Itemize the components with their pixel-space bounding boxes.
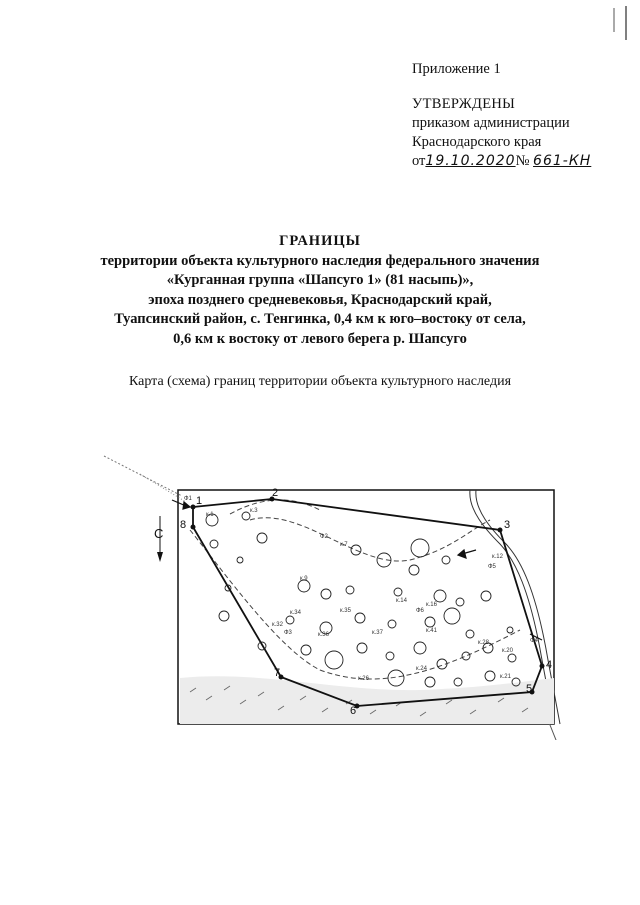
- marker-f3: Ф3: [284, 630, 292, 636]
- title-line-2: «Курганная группа «Шапсуго 1» (81 насыпь)»,: [166, 272, 474, 288]
- approval-date: 19.10.2020: [425, 153, 516, 169]
- marker-f5: Ф5: [488, 564, 496, 570]
- title-line-4: Туапсинский район, с. Тенгинка, 0,4 км к юго–востоку от села,: [114, 311, 526, 327]
- title-heading: ГРАНИЦЫ: [279, 233, 361, 249]
- svg-text:к.20: к.20: [502, 648, 513, 654]
- north-arrowhead: [157, 552, 163, 562]
- point-1-label: 1: [196, 495, 203, 507]
- approved-label: УТВЕРЖДЕНЫ: [412, 96, 516, 112]
- title-line-1: территории объекта культурного наследия федерального значения: [100, 252, 540, 269]
- north-label: С: [154, 526, 164, 541]
- svg-text:к.9: к.9: [300, 576, 308, 582]
- svg-text:к.7: к.7: [340, 542, 348, 548]
- point-2-label: 2: [272, 487, 279, 499]
- svg-text:к.1: к.1: [206, 512, 214, 518]
- approval-number: 661-КН: [533, 153, 592, 169]
- marker-f1: Ф1: [184, 496, 192, 502]
- point-4-label: 4: [546, 659, 553, 671]
- point-7-label: 7: [274, 667, 281, 679]
- svg-text:к.3: к.3: [250, 508, 258, 514]
- point-8-label: 8: [180, 519, 187, 531]
- svg-text:к.21: к.21: [500, 674, 511, 680]
- svg-text:к.32: к.32: [272, 622, 283, 628]
- point-5-label: 5: [526, 683, 533, 695]
- number-prefix: №: [515, 153, 530, 169]
- svg-text:к.35: к.35: [340, 608, 351, 614]
- point-3-label: 3: [504, 519, 511, 531]
- mound-circles: [206, 512, 520, 687]
- svg-text:к.26: к.26: [358, 676, 369, 682]
- boundary-map: [0, 420, 640, 740]
- document-title: [0, 232, 640, 349]
- map-svg: [0, 420, 640, 740]
- svg-text:к.36: к.36: [318, 632, 329, 638]
- approval-block: [412, 60, 591, 171]
- scan-edge-marks: [594, 4, 634, 44]
- approval-date-line: [412, 152, 591, 171]
- approval-line-2: Краснодарского края: [412, 134, 542, 150]
- appendix-label: Приложение 1: [412, 61, 501, 77]
- svg-text:к.28: к.28: [478, 640, 489, 646]
- mound-labels: [206, 508, 514, 682]
- svg-text:к.37: к.37: [372, 630, 383, 636]
- svg-text:к.34: к.34: [290, 610, 301, 616]
- svg-text:к.24: к.24: [416, 666, 427, 672]
- boundary-polygon: [193, 499, 542, 706]
- svg-text:к.14: к.14: [396, 598, 407, 604]
- terrain-band: [180, 676, 554, 724]
- marker-f4: Ф4: [530, 638, 538, 644]
- point-6-label: 6: [350, 705, 357, 717]
- svg-text:к.16: к.16: [426, 602, 437, 608]
- svg-text:к.12: к.12: [492, 554, 503, 560]
- marker-f6: Ф6: [416, 608, 424, 614]
- map-caption: Карта (схема) границ территории объекта культурного наследия: [128, 374, 512, 389]
- title-line-5: 0,6 км к востоку от левого берега р. Шапсуго: [173, 330, 467, 347]
- date-prefix: от: [412, 153, 426, 169]
- approval-line-1: приказом администрации: [412, 115, 570, 131]
- title-line-3: эпоха позднего средневековья, Краснодарский край,: [148, 291, 492, 308]
- svg-text:к.41: к.41: [426, 628, 437, 634]
- marker-f2: Ф2: [320, 534, 328, 540]
